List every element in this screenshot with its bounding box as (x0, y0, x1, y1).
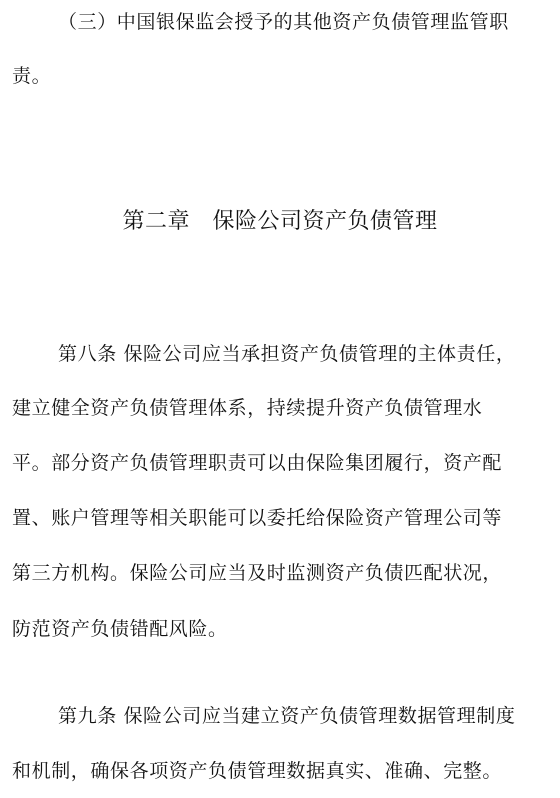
article-8-line-3: 平。部分资产负债管理职责可以由保险集团履行，资产配 (12, 452, 503, 474)
paragraph-1-line-2: 责。 (12, 65, 52, 87)
article-8-line-5: 第三方机构。保险公司应当及时监测资产负债匹配状况， (12, 562, 503, 584)
article-9-line-1: 第九条 保险公司应当建立资产负债管理数据管理制度 (58, 705, 516, 727)
article-9-line-2: 和机制，确保各项资产负债管理数据真实、准确、完整。 (12, 760, 503, 782)
paragraph-1-line-1: （三）中国银保监会授予的其他资产负债管理监管职 (58, 11, 509, 33)
article-8-line-1: 第八条 保险公司应当承担资产负债管理的主体责任， (58, 343, 516, 365)
article-8-line-2: 建立健全资产负债管理体系，持续提升资产负债管理水 (12, 397, 483, 419)
article-8-line-4: 置、账户管理等相关职能可以委托给保险资产管理公司等 (12, 507, 503, 529)
chapter-title: 第二章 保险公司资产负债管理 (122, 209, 438, 234)
article-8-line-6: 防范资产负债错配风险。 (12, 618, 228, 640)
